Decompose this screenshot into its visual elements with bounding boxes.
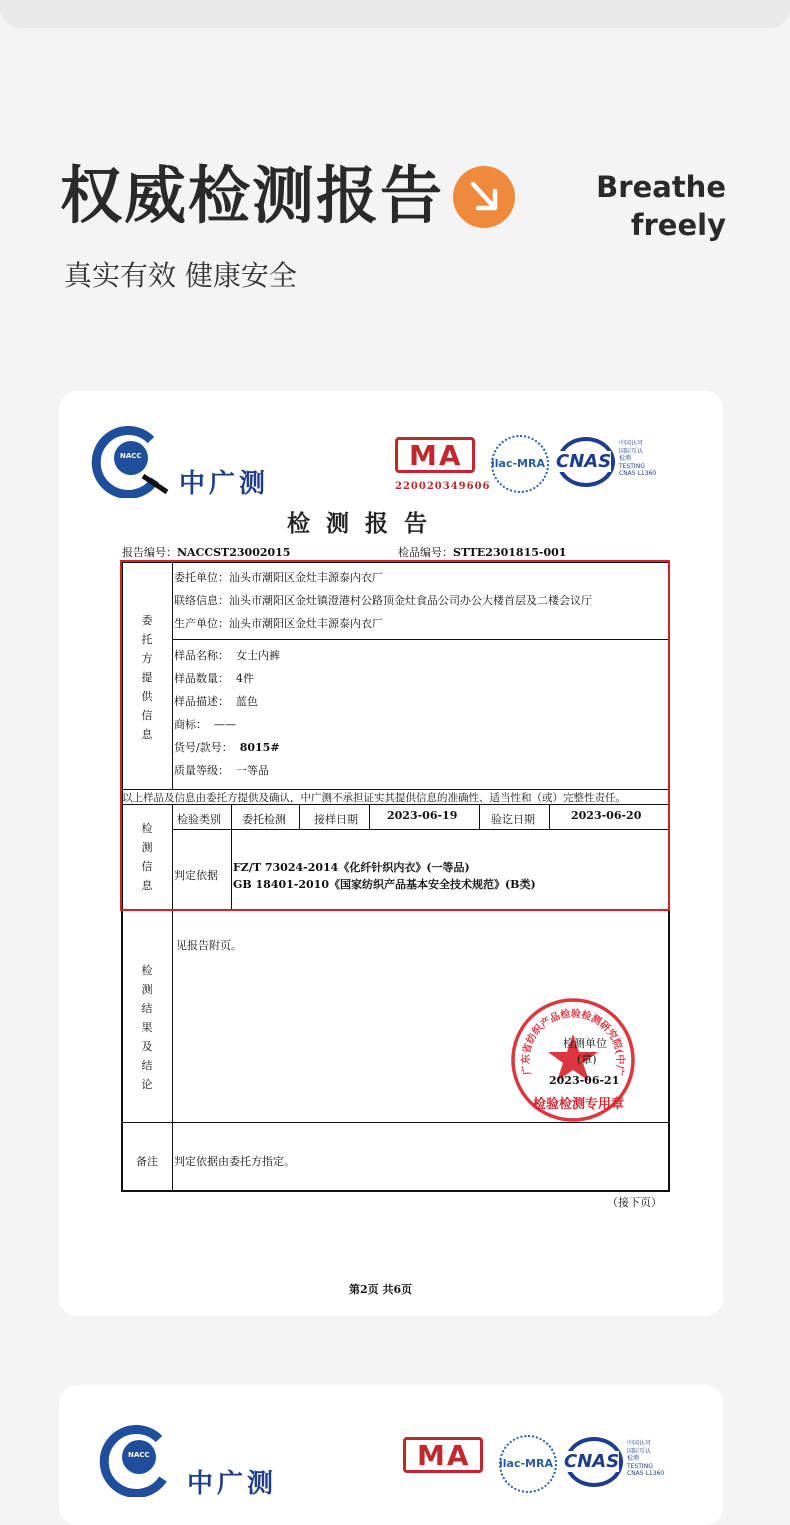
- grade: 质量等级： 一等品: [174, 764, 269, 777]
- basis-label: 判定依据: [174, 869, 218, 882]
- sample-qty: 样品数量： 4件: [174, 672, 254, 685]
- brand: 商标： ——: [174, 718, 236, 731]
- item-no: 货号/款号： 8015#: [174, 741, 280, 754]
- client-section-label: 委托方提供信息: [141, 614, 153, 741]
- test-type: 委托检测: [242, 813, 286, 826]
- top-bar: [0, 0, 790, 28]
- cnas-text-2: CNAS: [564, 1451, 620, 1472]
- arrow-down-right-icon: [453, 166, 515, 228]
- lab-name: 中广测: [179, 469, 270, 499]
- page-title: 权威检测报告: [60, 159, 445, 232]
- continued-note: （接下页）: [607, 1196, 662, 1209]
- tagline: [596, 168, 726, 244]
- sampling-date-label: 接样日期: [314, 813, 358, 826]
- basis-line1: FZ/T 73024-2014《化纤针织内衣》(一等品): [233, 861, 470, 874]
- nacc-badge-text: NACC: [120, 452, 142, 460]
- stamp-bottom: 检验检测专用章: [533, 1097, 625, 1112]
- page-subtitle: 真实有效 健康安全: [64, 259, 297, 292]
- remarks-label: 备注: [136, 1155, 158, 1168]
- test-type-label: 检验类别: [177, 813, 221, 826]
- stamp-date: 2023-06-21: [549, 1074, 620, 1087]
- stamp-unit: 检测单位: [563, 1037, 607, 1050]
- complete-date: 2023-06-20: [571, 809, 642, 822]
- sample-no: 检品编号：STTE2301815-001: [398, 546, 567, 559]
- result-text: 见报告附页。: [176, 939, 242, 952]
- report-card: [59, 391, 723, 1316]
- cma-text: MA: [409, 439, 463, 472]
- cnas-caption: 中国认可 国际互认 检测 TESTING CNAS L1360: [619, 440, 657, 477]
- page-info: 第2页 共6页: [349, 1283, 413, 1296]
- cma-text-2: MA: [417, 1439, 471, 1472]
- remarks: 判定依据由委托方指定。: [174, 1155, 295, 1168]
- tagline-line2: freely: [630, 208, 726, 242]
- result-section-label: 检测结果及结论: [141, 964, 153, 1091]
- report-title: 检 测 报 告: [287, 510, 432, 537]
- highlight-box: [120, 560, 670, 911]
- ilac-text: ilac-MRA: [491, 457, 545, 470]
- tagline-line1: Breathe: [596, 170, 726, 204]
- test-section-label: 检测信息: [141, 822, 153, 892]
- basis-line2: GB 18401-2010《国家纺织产品基本安全技术规范》(B类): [233, 878, 536, 891]
- contact-info: 联络信息：汕头市潮阳区金灶镇澄港村公路顶金灶食品公司办公大楼首层及二楼会议厅: [174, 594, 592, 607]
- cnas-caption-2: 中国认可 国际互认 检测 TESTING CNAS L1360: [627, 1440, 665, 1477]
- sample-desc: 样品描述： 蓝色: [174, 695, 258, 708]
- stamp-seal: (章): [577, 1053, 597, 1066]
- ilac-text-2: ilac-MRA: [499, 1457, 553, 1470]
- sampling-date: 2023-06-19: [387, 809, 458, 822]
- producer: 生产单位：汕头市潮阳区金灶丰源泰内衣厂: [174, 617, 383, 630]
- report-card-2: [59, 1385, 723, 1525]
- lab-name-2: 中广测: [187, 1469, 278, 1499]
- sample-name: 样品名称： 女士内裤: [174, 649, 280, 662]
- disclaimer: 以上样品及信息由委托方提供及确认，中广测不承担证实其提供信息的准确性、适当性和（或）完整性责任。: [122, 792, 626, 804]
- client-unit: 委托单位：汕头市潮阳区金灶丰源泰内衣厂: [174, 571, 383, 584]
- complete-date-label: 验讫日期: [491, 813, 535, 826]
- cnas-text: CNAS: [556, 451, 612, 472]
- report-no: 报告编号：NACCST23002015: [122, 546, 291, 559]
- nacc-badge-text-2: NACC: [128, 1451, 150, 1459]
- stamp-arc-text: 广东省纺织产品检验检测研究院(中广: [520, 1008, 626, 1076]
- cma-number: 220020349606: [395, 481, 491, 492]
